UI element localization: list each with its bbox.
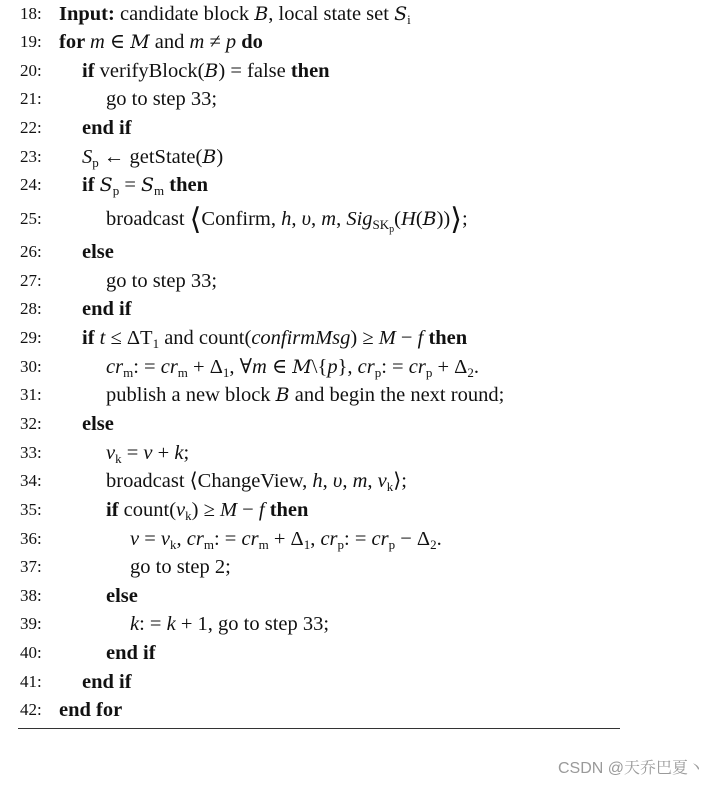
token: S xyxy=(394,3,408,25)
token: t xyxy=(99,327,106,349)
token: count( xyxy=(123,499,177,521)
token: end if xyxy=(82,117,132,139)
line-number: 32: xyxy=(20,414,42,433)
token: k xyxy=(386,479,394,494)
token: B xyxy=(202,146,217,168)
token: confirmMsg xyxy=(251,327,351,349)
token: − xyxy=(395,327,418,349)
token: k xyxy=(115,451,122,466)
line-text xyxy=(82,57,330,85)
token: m xyxy=(154,183,165,198)
token: cr xyxy=(160,356,178,378)
line-text xyxy=(106,582,138,610)
token: p xyxy=(112,183,120,198)
line-text xyxy=(130,553,231,581)
token: : = xyxy=(344,528,372,550)
token: m xyxy=(89,31,105,53)
token: = xyxy=(139,528,161,550)
line-text xyxy=(82,171,208,199)
token: , xyxy=(291,208,302,230)
line-text xyxy=(82,295,132,323)
token: broadcast xyxy=(106,208,190,230)
token: k xyxy=(174,442,184,464)
line-text xyxy=(82,114,132,142)
line-text xyxy=(106,639,156,667)
token: 2 xyxy=(430,537,437,552)
token: : = xyxy=(381,356,409,378)
token: and begin the next round; xyxy=(289,384,505,406)
line-number: 35: xyxy=(20,500,42,519)
token: , ∀ xyxy=(229,356,253,378)
token: − Δ xyxy=(395,528,431,550)
line-number: 27: xyxy=(20,271,42,290)
token: + Δ xyxy=(268,528,304,550)
line-number: 38: xyxy=(20,586,42,605)
token: , xyxy=(367,470,378,492)
token: go to step 33; xyxy=(106,270,218,292)
token: and count( xyxy=(159,327,252,349)
line-number: 34: xyxy=(20,471,42,490)
token: υ xyxy=(301,208,312,230)
token: : = xyxy=(133,356,161,378)
bottom-rule xyxy=(18,728,620,729)
token: M xyxy=(292,356,312,378)
token: broadcast ⟨ChangeView, xyxy=(106,470,313,492)
token: go to step 33; xyxy=(106,88,218,110)
token: cr xyxy=(106,356,124,378)
line-text xyxy=(130,610,329,638)
token: v xyxy=(176,499,186,521)
line-text xyxy=(130,525,442,553)
token: . xyxy=(473,356,479,378)
line-number: 22: xyxy=(20,118,42,137)
token: S xyxy=(82,146,93,168)
token: cr xyxy=(186,528,204,550)
line-number: 39: xyxy=(20,614,42,633)
token: h xyxy=(281,208,292,230)
token: candidate block xyxy=(114,3,255,25)
token: ) ≥ xyxy=(191,499,220,521)
token: and xyxy=(149,31,190,53)
token: S xyxy=(141,174,155,196)
token: p xyxy=(327,356,338,378)
line-text xyxy=(59,0,411,28)
token: end if xyxy=(106,642,156,664)
token: 1 xyxy=(222,365,230,380)
line-number: 23: xyxy=(20,147,42,166)
token: v xyxy=(160,528,171,550)
token: ≤ ΔT xyxy=(105,327,153,349)
token: ← getState( xyxy=(98,146,203,168)
token: m xyxy=(203,537,214,552)
line-number: 33: xyxy=(20,443,42,462)
token: ⟨ xyxy=(189,202,202,237)
line-number: 42: xyxy=(20,700,42,719)
token: for xyxy=(59,31,90,53)
token: M xyxy=(219,499,238,521)
token: publish a new block xyxy=(106,384,276,406)
token: M xyxy=(378,327,396,349)
token: , xyxy=(176,528,187,550)
token: m xyxy=(321,208,337,230)
token: + 1, go to step 33; xyxy=(175,613,330,635)
line-text xyxy=(82,324,467,352)
token: − xyxy=(237,499,259,521)
token: ∈ xyxy=(104,31,131,53)
token: ≠ xyxy=(204,31,226,53)
token: m xyxy=(177,365,188,380)
token: if xyxy=(82,174,100,196)
token: , xyxy=(322,470,333,492)
token: k xyxy=(130,613,140,635)
token: , xyxy=(310,528,321,550)
token: : = xyxy=(139,613,167,635)
token: \{ xyxy=(311,356,328,378)
line-number: 37: xyxy=(20,557,42,576)
token: ; xyxy=(461,208,468,230)
token: cr xyxy=(320,528,338,550)
token: then xyxy=(164,174,209,196)
token: Sig xyxy=(346,208,373,230)
token: p xyxy=(92,155,99,170)
token: m xyxy=(123,365,134,380)
token: else xyxy=(82,241,114,263)
token: go to step 2; xyxy=(130,556,231,578)
token: m xyxy=(258,537,269,552)
line-text xyxy=(59,28,263,56)
token: + Δ xyxy=(432,356,468,378)
token: ) = false xyxy=(218,60,291,82)
token: SKp xyxy=(372,217,395,235)
token: cr xyxy=(371,528,389,550)
token: p xyxy=(337,537,345,552)
line-text xyxy=(106,381,504,409)
line-number: 31: xyxy=(20,385,42,404)
token: S xyxy=(99,174,113,196)
line-number: 40: xyxy=(20,643,42,662)
line-number: 26: xyxy=(20,242,42,261)
token: k xyxy=(170,537,177,552)
token: if xyxy=(82,327,100,349)
line-text xyxy=(106,202,468,237)
token: , xyxy=(311,208,322,230)
token: k xyxy=(166,613,176,635)
line-number: 30: xyxy=(20,357,42,376)
token: , xyxy=(336,208,347,230)
token: end if xyxy=(82,298,132,320)
token: p xyxy=(374,365,382,380)
line-number: 20: xyxy=(20,61,42,80)
token: i xyxy=(407,12,411,27)
token: v xyxy=(106,442,116,464)
token: cr xyxy=(241,528,259,550)
token: )) xyxy=(436,208,451,230)
token: p xyxy=(425,365,433,380)
token: 1 xyxy=(303,537,311,552)
token: ; xyxy=(183,442,190,464)
line-text xyxy=(82,668,132,696)
token: f xyxy=(417,327,424,349)
line-number: 19: xyxy=(20,32,42,51)
token: then xyxy=(423,327,468,349)
line-text xyxy=(59,696,122,724)
line-text xyxy=(106,496,308,524)
token: H xyxy=(401,208,416,230)
token: , xyxy=(342,470,353,492)
token: if xyxy=(82,60,100,82)
line-number: 28: xyxy=(20,299,42,318)
line-text xyxy=(106,353,479,381)
token: then xyxy=(264,499,309,521)
token: ⟩ xyxy=(450,202,462,237)
line-text xyxy=(106,85,217,113)
token: Input: xyxy=(59,3,115,25)
line-text xyxy=(82,143,223,171)
line-number: 36: xyxy=(20,529,42,548)
token: ) xyxy=(216,146,224,168)
token: do xyxy=(236,31,263,53)
token: m xyxy=(189,31,205,53)
token: v xyxy=(130,528,140,550)
token: + xyxy=(152,442,175,464)
token: ) ≥ xyxy=(350,327,379,349)
token: k xyxy=(185,508,192,523)
token: end for xyxy=(59,699,123,721)
token: = xyxy=(119,174,141,196)
token: cr xyxy=(357,356,375,378)
token: p xyxy=(225,31,237,53)
token: Confirm, xyxy=(201,208,282,230)
token: p xyxy=(388,537,396,552)
token: ∈ xyxy=(266,356,293,378)
token: B xyxy=(254,3,269,25)
token: : = xyxy=(213,528,242,550)
token: end if xyxy=(82,671,132,693)
token: = xyxy=(121,442,144,464)
watermark: CSDN @天乔巴夏丶 xyxy=(557,760,704,777)
token: B xyxy=(275,384,290,406)
line-number: 41: xyxy=(20,672,42,691)
token: else xyxy=(82,413,114,435)
token: }, xyxy=(337,356,358,378)
token: υ xyxy=(332,470,343,492)
line-text xyxy=(82,410,114,438)
line-number: 21: xyxy=(20,89,42,108)
token: + Δ xyxy=(187,356,223,378)
line-number: 25: xyxy=(20,209,42,228)
token: m xyxy=(352,470,368,492)
token: verifyBlock( xyxy=(99,60,205,82)
token: h xyxy=(312,470,323,492)
token: B xyxy=(204,60,219,82)
token: f xyxy=(258,499,265,521)
token: B xyxy=(422,208,437,230)
token: ( xyxy=(394,208,401,230)
line-text xyxy=(106,267,217,295)
token: v xyxy=(143,442,153,464)
token: ⟩; xyxy=(393,470,407,492)
token: M xyxy=(130,31,150,53)
token: if xyxy=(106,499,124,521)
line-number: 18: xyxy=(20,4,42,23)
line-number: 29: xyxy=(20,328,42,347)
token: then xyxy=(290,60,330,82)
line-text xyxy=(106,467,407,495)
token: . xyxy=(436,528,442,550)
line-text xyxy=(82,238,114,266)
line-number: 24: xyxy=(20,175,42,194)
token: m xyxy=(252,356,267,378)
token: v xyxy=(377,470,387,492)
token: 1 xyxy=(152,336,160,351)
token: 2 xyxy=(467,365,474,380)
token: ( xyxy=(415,208,423,230)
token: cr xyxy=(408,356,426,378)
token: , local state set xyxy=(268,3,395,25)
line-text xyxy=(106,439,189,467)
token: else xyxy=(106,585,138,607)
